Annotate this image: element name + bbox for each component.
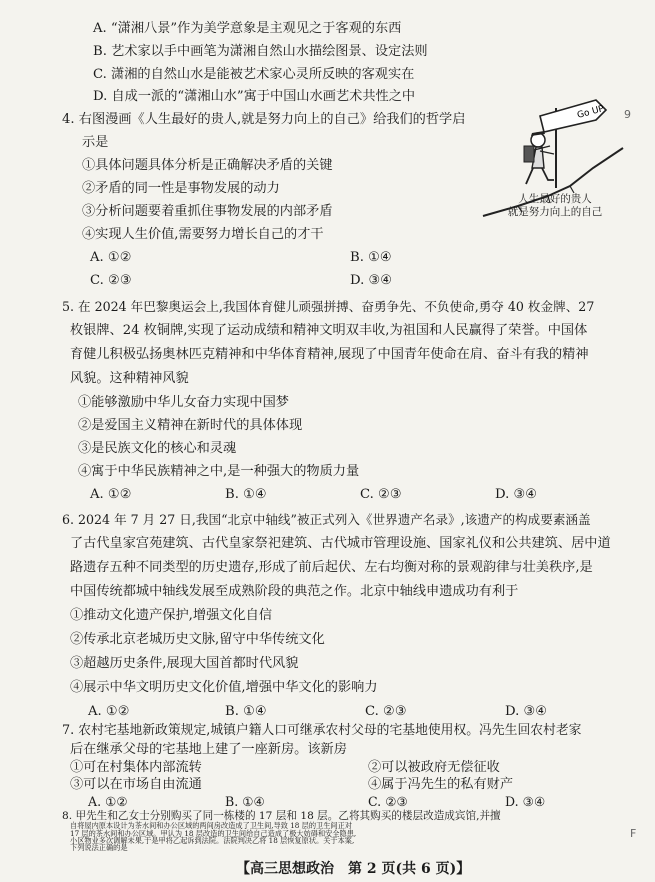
q4-statement-4: ④实现人生价值,需要努力增长自己的才干 — [82, 227, 324, 242]
q6-choice-b: B. ①④ — [225, 704, 267, 719]
q7-choice-d: D. ③④ — [505, 794, 546, 809]
q4-statement-3: ③分析问题要着重抓住事物发展的内部矛盾 — [82, 204, 333, 219]
margin-mark-top: 9 — [624, 108, 631, 121]
q6-stem-line1: 6. 2024 年 7 月 27 日,我国“北京中轴线”被正式列入《世界遗产名录》,该遗产的构成要素涵盖 — [62, 512, 591, 527]
q6-choice-d: D. ③④ — [505, 704, 548, 719]
cartoon-caption-line2: 就是努力向上的自己 — [507, 206, 603, 218]
q6-statement-4: ④展示中华文明历史文化价值,增强中华文化的影响力 — [70, 680, 378, 695]
q4-stem-line2: 示是 — [82, 135, 109, 150]
page-footer: 【高三思想政治 第 2 页(共 6 页)】 — [236, 861, 471, 877]
q8-stem-line2: 自将屋内原本设计为茶水间和办公区域的两间房改造成了卫生间,导致 18 层的卫生间正对 — [70, 821, 352, 830]
q7-statement-4: ④属于冯先生的私有财产 — [368, 777, 514, 792]
q4-stem-line1: 4. 右图漫画《人生最好的贵人,就是努力向上的自己》给我们的哲学启 — [62, 112, 466, 127]
q5-statement-3: ③是民族文化的核心和灵魂 — [78, 441, 237, 456]
q3-option-a: A. “潇湘八景”作为美学意象是主观见之于客观的东西 — [93, 21, 402, 36]
q7-statement-1: ①可在村集体内部流转 — [70, 760, 202, 775]
q6-stem-line3: 路遗存五种不同类型的历史遗存,形成了前后起伏、左右均衡对称的景观韵律与壮美秩序,是 — [70, 560, 593, 575]
q6-stem-line4: 中国传统都城中轴线发展至成熟阶段的典范之作。北京中轴线申遗成功有利于 — [70, 584, 519, 599]
q7-choice-b: B. ①④ — [225, 794, 265, 809]
q8-stem-line5: 下列说法正确的是 — [70, 843, 128, 852]
q8-stem-line4: 小区物业多次调解未果,于是甲将乙起诉到法院。法院判决乙将 18 层恢复原状。关于本案, — [70, 836, 355, 845]
q3-option-d: D. 自成一派的“潇湘山水”寓于中国山水画艺术共性之中 — [93, 89, 416, 104]
q5-stem-line2: 枚银牌、24 枚铜牌,实现了运动成绩和精神文明双丰收,为祖国和人民赢得了荣誉。中国体 — [70, 323, 588, 338]
q4-statement-1: ①具体问题具体分析是正确解决矛盾的关键 — [82, 158, 333, 173]
q7-statement-3: ③可以在市场自由流通 — [70, 777, 202, 792]
q6-statement-2: ②传承北京老城历史文脉,留守中华传统文化 — [70, 632, 325, 647]
q3-option-c: C. 潇湘的自然山水是能被艺术家心灵所反映的客观实在 — [93, 67, 415, 82]
q6-statement-1: ①推动文化遗产保护,增强文化自信 — [70, 608, 273, 623]
q7-choice-a: A. ①② — [88, 794, 128, 809]
q7-stem-line1: 7. 农村宅基地新政策规定,城镇户籍人口可继承农村父母的宅基地使用权。冯先生回农村老家 — [62, 723, 582, 738]
q5-statement-4: ④寓于中华民族精神之中,是一种强大的物质力量 — [78, 464, 360, 479]
q6-choice-a: A. ①② — [88, 704, 130, 719]
q5-stem-line4: 风貌。这种精神风貌 — [70, 371, 189, 386]
q5-choice-a: A. ①② — [90, 487, 132, 502]
margin-mark-bottom: F — [630, 827, 637, 840]
q5-stem-line1: 5. 在 2024 年巴黎奥运会上,我国体育健儿顽强拼搏、奋勇争先、不负使命,勇夺 40 枚金牌、27 — [62, 299, 595, 314]
q7-stem-line2: 后在继承父母的宅基地上建了一座新房。该新房 — [70, 742, 347, 757]
q4-choice-a: A. ①② — [90, 250, 132, 265]
q7-statement-2: ②可以被政府无偿征收 — [368, 760, 500, 775]
q4-choice-b: B. ①④ — [350, 250, 392, 265]
cartoon-caption-line1: 人生最好的贵人 — [518, 193, 592, 205]
q5-choice-b: B. ①④ — [225, 487, 267, 502]
q8-stem-line3: 17 层的茶水间和办公区域。甲认为 18 层改造的卫生间给自己造成了极大妨碍和安全隐患, — [70, 829, 357, 838]
q5-choice-d: D. ③④ — [495, 487, 538, 502]
cartoon-caption — [500, 193, 610, 219]
q4-statement-2: ②矛盾的同一性是事物发展的动力 — [82, 181, 280, 196]
q5-statement-1: ①能够激励中华儿女奋力实现中国梦 — [78, 395, 289, 410]
q4-choice-d: D. ③④ — [350, 273, 393, 288]
q4-choice-c: C. ②③ — [90, 273, 132, 288]
q3-option-b: B. 艺术家以手中画笔为潇湘自然山水描绘图景、设定法则 — [93, 44, 428, 59]
signpost-text: Go UP — [576, 104, 606, 121]
q8-stem-line1: 8. 甲先生和乙女士分别购买了同一栋楼的 17 层和 18 层。乙将其购买的楼层改造成宾馆,并擅 — [62, 810, 501, 822]
q6-statement-3: ③超越历史条件,展现大国首都时代风貌 — [70, 656, 299, 671]
q6-choice-c: C. ②③ — [365, 704, 407, 719]
q7-choice-c: C. ②③ — [368, 794, 408, 809]
q5-statement-2: ②是爱国主义精神在新时代的具体体现 — [78, 418, 303, 433]
q5-stem-line3: 育健儿积极弘扬奥林匹克精神和中华体育精神,展现了中国青年使命在肩、奋斗有我的精神 — [70, 347, 589, 362]
q5-choice-c: C. ②③ — [360, 487, 402, 502]
q6-stem-line2: 了古代皇家宫苑建筑、古代皇家祭祀建筑、古代城市管理设施、国家礼仪和公共建筑、居中道 — [70, 536, 611, 551]
